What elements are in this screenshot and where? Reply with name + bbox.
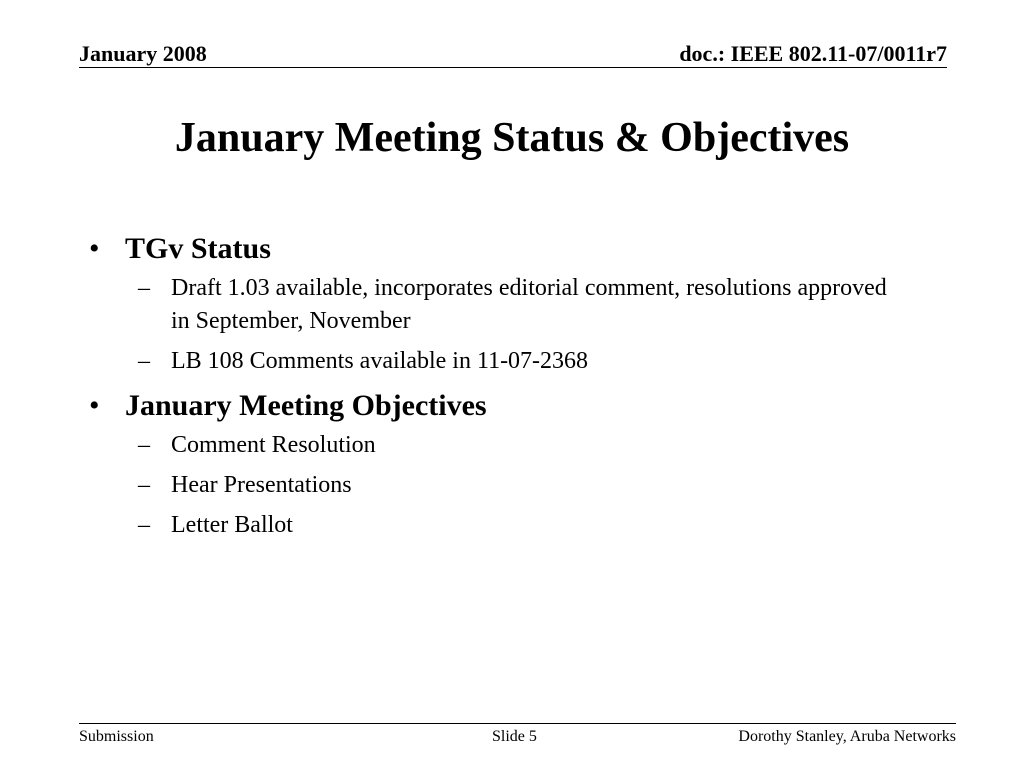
sub-bullet-text: Letter Ballot xyxy=(171,512,293,538)
bullet-meeting-objectives xyxy=(84,385,944,427)
sub-bullet-letter-ballot xyxy=(84,509,911,542)
bullet-tgv-status xyxy=(84,228,944,270)
dash-icon: – xyxy=(138,512,150,538)
header-date: January 2008 xyxy=(79,41,207,66)
footer-author: Dorothy Stanley, Aruba Networks xyxy=(738,728,956,745)
bullet-text: TGv Status xyxy=(125,232,271,265)
bullet-text: January Meeting Objectives xyxy=(125,389,487,422)
slide-body xyxy=(84,228,944,549)
footer-slide-number: Slide 5 xyxy=(492,728,537,745)
bullet-icon: • xyxy=(89,232,100,265)
dash-icon: – xyxy=(138,348,150,374)
footer-divider xyxy=(79,723,956,724)
sub-bullet-text: Comment Resolution xyxy=(171,432,376,458)
sub-bullet-comment-resolution xyxy=(84,429,911,462)
dash-icon: – xyxy=(138,472,150,498)
slide-title: January Meeting Status & Objectives xyxy=(174,115,850,161)
sub-bullet-text: LB 108 Comments available in 11-07-2368 xyxy=(171,348,589,374)
sub-bullet-presentations xyxy=(84,469,911,502)
dash-icon: – xyxy=(138,275,150,301)
footer-submission: Submission xyxy=(79,728,154,745)
dash-icon: – xyxy=(138,432,150,458)
sub-bullet-text: Draft 1.03 available, incorporates editorial comment, resolutions approved in September, November xyxy=(171,275,887,334)
header-document-id: doc.: IEEE 802.11-07/0011r7 xyxy=(679,41,947,66)
sub-bullet-text: Hear Presentations xyxy=(171,472,352,498)
bullet-icon: • xyxy=(89,389,100,422)
header-divider xyxy=(79,67,947,68)
sub-bullet-draft xyxy=(84,272,911,338)
sub-bullet-lb108 xyxy=(84,345,911,378)
